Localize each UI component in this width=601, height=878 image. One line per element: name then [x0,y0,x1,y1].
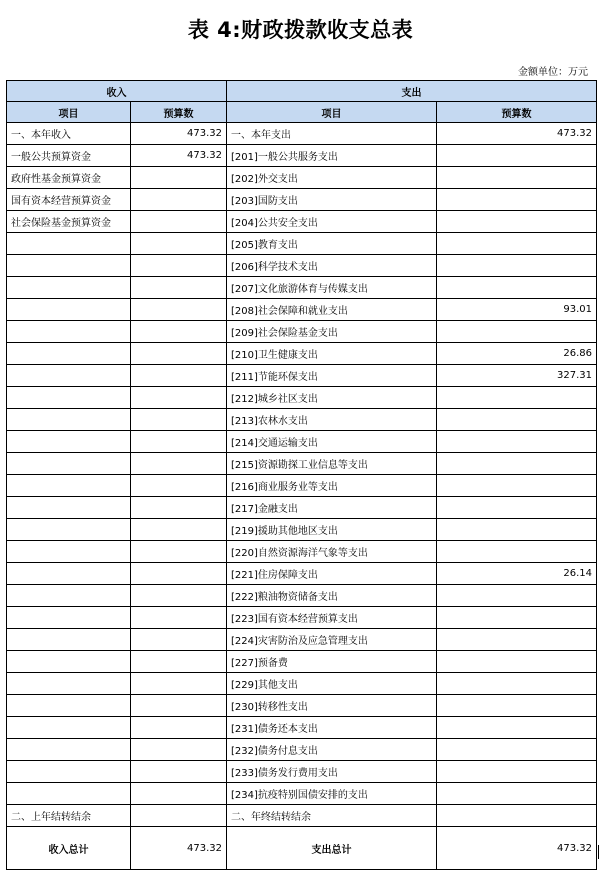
table-row [7,695,597,717]
income-value-cell: 473.32 [131,145,227,167]
income-value-cell [131,541,227,563]
table-row [7,387,597,409]
income-item-cell [7,497,131,519]
expense-value-cell [437,783,597,805]
expense-item-cell: [210]卫生健康支出 [227,343,437,365]
expense-item-cell: [206]科学技术支出 [227,255,437,277]
income-item-cell [7,563,131,585]
expense-value-cell [437,541,597,563]
table-row [7,805,597,827]
income-value-cell [131,585,227,607]
expense-item-cell: [204]公共安全支出 [227,211,437,233]
expense-item-cell: [232]债务付息支出 [227,739,437,761]
expense-value-cell [437,167,597,189]
income-item-cell [7,541,131,563]
table-row [7,365,597,387]
edge-mark [598,845,599,859]
income-item-cell: 一、本年收入 [7,123,131,145]
table-row [7,321,597,343]
income-item-cell [7,717,131,739]
expense-item-cell: [212]城乡社区支出 [227,387,437,409]
expense-item-cell: [231]债务还本支出 [227,717,437,739]
table-row [7,431,597,453]
income-item-cell [7,343,131,365]
income-value-cell [131,805,227,827]
income-item-cell [7,299,131,321]
expense-item-cell: 二、年终结转结余 [227,805,437,827]
expense-item-cell: [216]商业服务业等支出 [227,475,437,497]
expense-value-cell [437,211,597,233]
table-row [7,211,597,233]
income-value-cell [131,409,227,431]
expense-item-cell: [224]灾害防治及应急管理支出 [227,629,437,651]
page-title: 表 4:财政拨款收支总表 [187,18,414,42]
income-item-cell [7,365,131,387]
expense-value-cell [437,761,597,783]
expense-item-cell: [220]自然资源海洋气象等支出 [227,541,437,563]
income-value-cell [131,431,227,453]
expense-section-header: 支出 [227,81,597,102]
income-item-cell: 二、上年结转结余 [7,805,131,827]
table-row [7,343,597,365]
expense-value-cell [437,277,597,299]
expense-value-cell [437,651,597,673]
expense-value-cell [437,519,597,541]
expense-value-cell [437,453,597,475]
budget-table [6,80,597,870]
expense-value-cell [437,607,597,629]
income-item-cell: 社会保险基金预算资金 [7,211,131,233]
table-row [7,167,597,189]
income-value-cell [131,365,227,387]
unit-label: 金额单位：万元 [518,67,588,78]
income-value-cell [131,387,227,409]
expense-value-cell [437,189,597,211]
expense-value-cell [437,629,597,651]
expense-item-cell: [208]社会保障和就业支出 [227,299,437,321]
table-row [7,783,597,805]
income-budget-header: 预算数 [131,102,227,123]
table-row [7,145,597,167]
income-item-cell [7,607,131,629]
expense-item-cell: [209]社会保险基金支出 [227,321,437,343]
income-item-cell [7,629,131,651]
expense-value-cell: 327.31 [437,365,597,387]
expense-item-cell: [219]援助其他地区支出 [227,519,437,541]
income-item-cell [7,255,131,277]
income-value-cell [131,717,227,739]
income-value-cell [131,277,227,299]
table-row [7,453,597,475]
table-row [7,475,597,497]
expense-value-cell [437,695,597,717]
table-row [7,563,597,585]
expense-item-cell: [227]预备费 [227,651,437,673]
expense-value-cell [437,739,597,761]
table-row [7,717,597,739]
income-total-value: 473.32 [131,827,227,870]
table-row [7,651,597,673]
table-row [7,541,597,563]
income-item-cell [7,409,131,431]
income-value-cell [131,497,227,519]
table-row [7,255,597,277]
total-row [7,827,597,870]
income-value-cell [131,629,227,651]
table-row [7,409,597,431]
table-row [7,739,597,761]
expense-item-cell: [207]文化旅游体育与传媒支出 [227,277,437,299]
income-item-cell [7,695,131,717]
expense-value-cell [437,431,597,453]
income-value-cell [131,167,227,189]
table-row [7,761,597,783]
table-row [7,233,597,255]
income-item-header: 项目 [7,102,131,123]
income-item-cell [7,233,131,255]
income-item-cell [7,321,131,343]
table-row [7,189,597,211]
expense-value-cell [437,585,597,607]
income-value-cell [131,695,227,717]
expense-item-cell: [213]农林水支出 [227,409,437,431]
income-item-cell [7,761,131,783]
income-total-label: 收入总计 [7,827,131,870]
expense-item-cell: [217]金融支出 [227,497,437,519]
expense-value-cell [437,387,597,409]
table-row [7,629,597,651]
expense-value-cell [437,233,597,255]
expense-value-cell [437,409,597,431]
income-value-cell [131,233,227,255]
section-header-row [7,81,597,102]
expense-value-cell: 26.14 [437,563,597,585]
income-value-cell [131,343,227,365]
expense-value-cell [437,673,597,695]
income-item-cell [7,431,131,453]
income-value-cell [131,761,227,783]
expense-value-cell [437,717,597,739]
income-value-cell [131,519,227,541]
expense-value-cell [437,145,597,167]
expense-value-cell [437,255,597,277]
income-value-cell [131,739,227,761]
income-value-cell [131,607,227,629]
expense-value-cell [437,321,597,343]
income-value-cell [131,673,227,695]
income-item-cell [7,585,131,607]
column-header-row [7,102,597,123]
expense-item-cell: [229]其他支出 [227,673,437,695]
expense-item-cell: [223]国有资本经营预算支出 [227,607,437,629]
expense-item-cell: [221]住房保障支出 [227,563,437,585]
income-item-cell [7,453,131,475]
expense-value-cell: 93.01 [437,299,597,321]
expense-budget-header: 预算数 [437,102,597,123]
expense-item-cell: [201]一般公共服务支出 [227,145,437,167]
expense-item-cell: [215]资源勘探工业信息等支出 [227,453,437,475]
expense-total-value: 473.32 [437,827,597,870]
expense-item-cell: [202]外交支出 [227,167,437,189]
income-value-cell [131,563,227,585]
income-item-cell [7,277,131,299]
table-row [7,673,597,695]
income-value-cell [131,321,227,343]
income-value-cell [131,783,227,805]
income-value-cell [131,211,227,233]
income-item-cell: 一般公共预算资金 [7,145,131,167]
expense-total-label: 支出总计 [227,827,437,870]
expense-item-header: 项目 [227,102,437,123]
expense-item-cell: 一、本年支出 [227,123,437,145]
expense-item-cell: [230]转移性支出 [227,695,437,717]
income-item-cell [7,783,131,805]
table-row [7,277,597,299]
expense-item-cell: [233]债务发行费用支出 [227,761,437,783]
table-row [7,585,597,607]
expense-item-cell: [211]节能环保支出 [227,365,437,387]
income-value-cell [131,299,227,321]
income-value-cell [131,475,227,497]
table-row [7,519,597,541]
income-item-cell [7,739,131,761]
income-item-cell: 国有资本经营预算资金 [7,189,131,211]
income-item-cell [7,387,131,409]
expense-value-cell [437,475,597,497]
table-row [7,299,597,321]
expense-value-cell [437,805,597,827]
income-value-cell [131,651,227,673]
income-item-cell [7,673,131,695]
income-value-cell: 473.32 [131,123,227,145]
expense-item-cell: [222]粮油物资储备支出 [227,585,437,607]
income-item-cell [7,475,131,497]
expense-item-cell: [234]抗疫特别国债安排的支出 [227,783,437,805]
income-value-cell [131,255,227,277]
expense-item-cell: [203]国防支出 [227,189,437,211]
expense-item-cell: [205]教育支出 [227,233,437,255]
expense-value-cell: 26.86 [437,343,597,365]
income-item-cell: 政府性基金预算资金 [7,167,131,189]
income-item-cell [7,519,131,541]
income-section-header: 收入 [7,81,227,102]
expense-value-cell: 473.32 [437,123,597,145]
table-row [7,123,597,145]
expense-item-cell: [214]交通运输支出 [227,431,437,453]
expense-value-cell [437,497,597,519]
income-item-cell [7,651,131,673]
income-value-cell [131,189,227,211]
income-value-cell [131,453,227,475]
table-row [7,607,597,629]
table-row [7,497,597,519]
